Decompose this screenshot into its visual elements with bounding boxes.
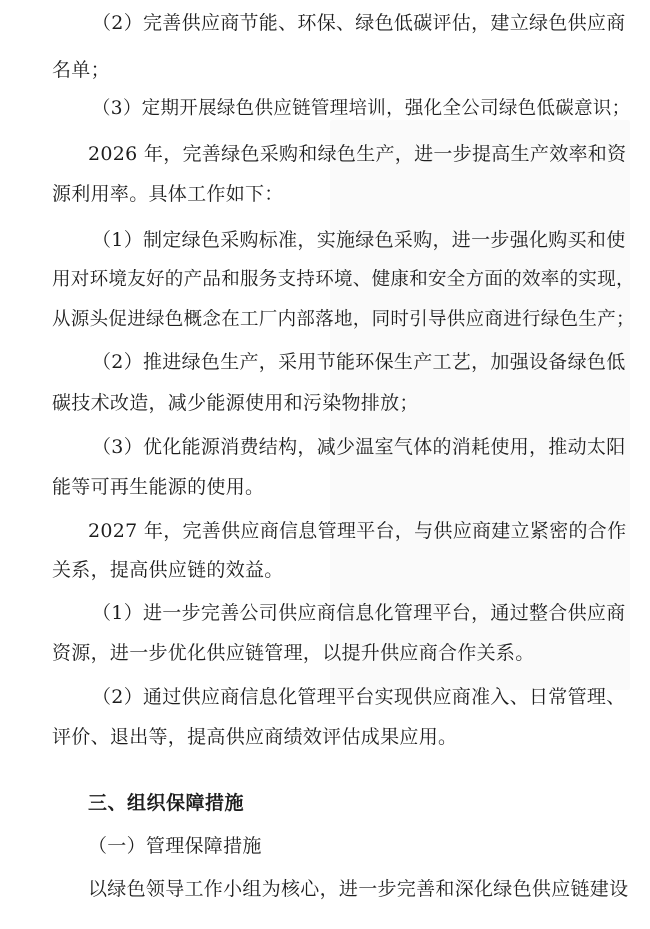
subsection-heading: （一）管理保障措施 xyxy=(88,835,262,857)
paragraph-line: 名单； xyxy=(52,59,110,81)
paragraph-line: （1）制定绿色采购标准，实施绿色采购，进一步强化购买和使 xyxy=(92,229,626,251)
paragraph-line: （2）通过供应商信息化管理平台实现供应商准入、日常管理、 xyxy=(92,686,626,708)
paragraph-line: （3）优化能源消费结构，减少温室气体的消耗使用，推动太阳 xyxy=(92,436,626,458)
paragraph-line: 评价、退出等，提高供应商绩效评估成果应用。 xyxy=(52,726,458,748)
paragraph-line: 资源，进一步优化供应链管理，以提升供应商合作关系。 xyxy=(52,642,535,664)
paragraph-line: （2）推进绿色生产，采用节能环保生产工艺，加强设备绿色低 xyxy=(92,351,626,373)
paragraph-line: 碳技术改造，减少能源使用和污染物排放； xyxy=(52,392,419,414)
paragraph-line: 源利用率。具体工作如下： xyxy=(52,183,284,205)
paragraph-line: （1）进一步完善公司供应商信息化管理平台，通过整合供应商 xyxy=(92,602,626,624)
paragraph-line: 关系，提高供应链的效益。 xyxy=(52,559,284,581)
section-heading: 三、组织保障措施 xyxy=(88,792,245,814)
paragraph-line: 能等可再生能源的使用。 xyxy=(52,476,265,498)
paragraph-line: （3）定期开展绿色供应链管理培训，强化全公司绿色低碳意识； xyxy=(92,98,631,119)
paragraph-line: 以绿色领导工作小组为核心，进一步完善和深化绿色供应链建设 xyxy=(88,878,629,900)
paragraph-line: 2027 年，完善供应商信息管理平台，与供应商建立紧密的合作 xyxy=(88,520,627,542)
paragraph-line: （2）完善供应商节能、环保、绿色低碳评估，建立绿色供应商 xyxy=(92,12,626,34)
paragraph-line: 2026 年，完善绿色采购和绿色生产，进一步提高生产效率和资 xyxy=(88,143,627,165)
paragraph-line: 从源头促进绿色概念在工厂内部落地，同时引导供应商进行绿色生产； xyxy=(52,309,635,330)
paragraph-line: 用对环境友好的产品和服务支持环境、健康和安全方面的效率的实现， xyxy=(52,269,635,290)
